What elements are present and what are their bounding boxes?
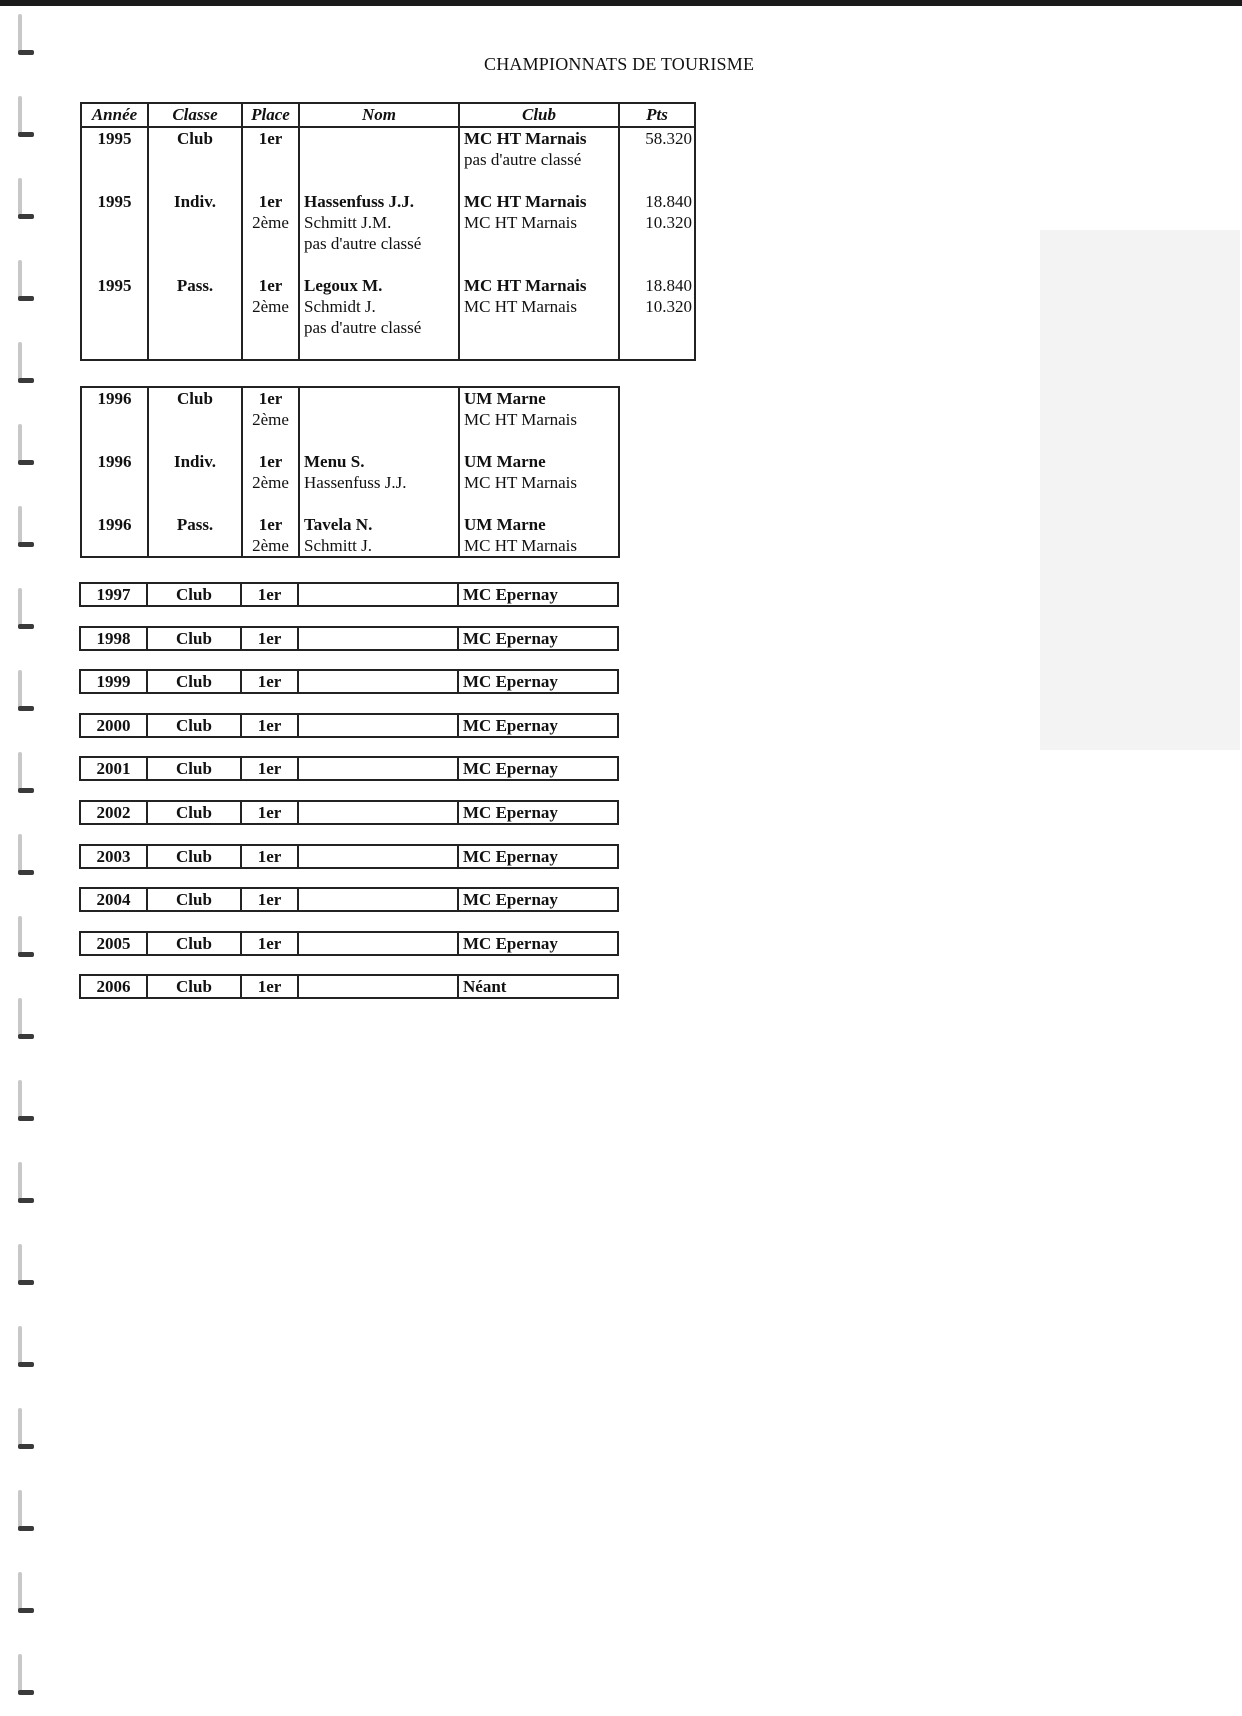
scan-shadow (1040, 230, 1240, 750)
cell-annee: 2000 (80, 714, 147, 737)
cell-place: 2ème (242, 296, 299, 317)
table-2006 (79, 974, 619, 999)
cell-nom: pas d'autre classé (299, 317, 459, 338)
cell-club: MC HT Marnais (459, 212, 619, 233)
cell-place: 1er (242, 514, 299, 535)
table-row (81, 409, 619, 430)
cell-nom (298, 975, 458, 998)
header-row (81, 103, 695, 127)
table-row (81, 451, 619, 472)
table-1998 (79, 626, 619, 651)
binding-ring (16, 752, 36, 796)
table-2000 (79, 713, 619, 738)
binding-ring (16, 14, 36, 58)
table-row (81, 296, 695, 317)
cell-place: 2ème (242, 409, 299, 430)
cell-club: MC Epernay (458, 932, 618, 955)
cell-annee: 1996 (81, 387, 148, 409)
binding-ring (16, 1080, 36, 1124)
header-annee: Année (81, 103, 148, 127)
cell-classe: Pass. (148, 514, 242, 535)
cell-place: 1er (241, 845, 298, 868)
binding-ring (16, 1490, 36, 1534)
table-2005 (79, 931, 619, 956)
cell-annee: 1995 (81, 275, 148, 296)
cell-annee: 1997 (80, 583, 147, 606)
cell-club: MC Epernay (458, 583, 618, 606)
table-row (80, 583, 618, 606)
cell-club: UM Marne (459, 514, 619, 535)
table-row (80, 757, 618, 780)
header-place: Place (242, 103, 299, 127)
table-row (81, 514, 619, 535)
cell-classe: Indiv. (148, 451, 242, 472)
cell-annee: 2003 (80, 845, 147, 868)
cell-nom (298, 757, 458, 780)
table-1995 (80, 102, 696, 361)
cell-club: MC Epernay (458, 670, 618, 693)
cell-nom (299, 127, 459, 149)
header-nom: Nom (299, 103, 459, 127)
binding-ring (16, 1408, 36, 1452)
cell-place: 2ème (242, 472, 299, 493)
cell-club: MC Epernay (458, 801, 618, 824)
binding-ring (16, 588, 36, 632)
cell-annee: 1998 (80, 627, 147, 650)
cell-nom (298, 583, 458, 606)
cell-pts: 18.840 (619, 275, 695, 296)
cell-nom (298, 801, 458, 824)
cell-nom: Legoux M. (299, 275, 459, 296)
cell-nom (298, 714, 458, 737)
cell-classe: Club (147, 757, 241, 780)
table-row (81, 387, 619, 409)
cell-pts: 58.320 (619, 127, 695, 149)
binding-ring (16, 1572, 36, 1616)
table-2001 (79, 756, 619, 781)
cell-nom: Schmidt J. (299, 296, 459, 317)
table-row (81, 212, 695, 233)
cell-club: UM Marne (459, 451, 619, 472)
cell-place: 1er (242, 275, 299, 296)
cell-club: MC HT Marnais (459, 296, 619, 317)
table-row (80, 932, 618, 955)
binding-ring (16, 1326, 36, 1370)
cell-club: MC HT Marnais (459, 127, 619, 149)
binding-ring (16, 998, 36, 1042)
cell-pts: 18.840 (619, 191, 695, 212)
table-row (80, 975, 618, 998)
cell-annee: 2006 (80, 975, 147, 998)
cell-club: pas d'autre classé (459, 149, 619, 170)
cell-annee: 1996 (81, 451, 148, 472)
cell-classe: Club (147, 845, 241, 868)
table-row (80, 670, 618, 693)
cell-nom: Schmitt J. (299, 535, 459, 557)
cell-annee: 2001 (80, 757, 147, 780)
cell-classe: Club (148, 127, 242, 149)
binding-ring (16, 342, 36, 386)
table-row (80, 888, 618, 911)
table-row (80, 714, 618, 737)
cell-classe: Club (147, 583, 241, 606)
table-row (81, 149, 695, 170)
cell-club: MC Epernay (458, 714, 618, 737)
binding-ring (16, 1244, 36, 1288)
cell-place: 1er (241, 627, 298, 650)
page-title: CHAMPIONNATS DE TOURISME (484, 54, 755, 74)
cell-nom (298, 845, 458, 868)
cell-pts: 10.320 (619, 212, 695, 233)
cell-nom: Schmitt J.M. (299, 212, 459, 233)
cell-club: MC Epernay (458, 627, 618, 650)
cell-classe: Club (147, 932, 241, 955)
cell-nom: Hassenfuss J.J. (299, 191, 459, 212)
table-row (80, 845, 618, 868)
cell-classe: Club (147, 975, 241, 998)
cell-classe: Pass. (148, 275, 242, 296)
cell-club: MC HT Marnais (459, 191, 619, 212)
cell-place: 1er (241, 757, 298, 780)
cell-classe: Club (147, 888, 241, 911)
header-pts: Pts (619, 103, 695, 127)
cell-place: 1er (241, 801, 298, 824)
cell-club: MC Epernay (458, 888, 618, 911)
cell-classe: Club (148, 387, 242, 409)
cell-club: MC HT Marnais (459, 409, 619, 430)
cell-nom (298, 888, 458, 911)
binding-ring (16, 916, 36, 960)
header-classe: Classe (148, 103, 242, 127)
binding-ring (16, 424, 36, 468)
binding-ring (16, 260, 36, 304)
table-1999 (79, 669, 619, 694)
cell-place: 1er (241, 975, 298, 998)
table-row (80, 627, 618, 650)
cell-annee: 1995 (81, 191, 148, 212)
binding-ring (16, 1162, 36, 1206)
cell-club: MC HT Marnais (459, 472, 619, 493)
cell-nom: pas d'autre classé (299, 233, 459, 254)
cell-club: MC Epernay (458, 845, 618, 868)
binding-ring (16, 670, 36, 714)
cell-place: 1er (241, 670, 298, 693)
spiral-binding (0, 0, 60, 1716)
table-1996 (80, 386, 620, 558)
cell-club: Néant (458, 975, 618, 998)
cell-place: 1er (241, 932, 298, 955)
table-row (81, 233, 695, 254)
cell-pts: 10.320 (619, 296, 695, 317)
cell-place: 1er (242, 191, 299, 212)
cell-place: 2ème (242, 212, 299, 233)
table-row (81, 317, 695, 338)
table-row (81, 535, 619, 557)
table-2002 (79, 800, 619, 825)
cell-nom (298, 627, 458, 650)
cell-nom (298, 670, 458, 693)
cell-nom (298, 932, 458, 955)
cell-club: MC HT Marnais (459, 275, 619, 296)
cell-nom: Menu S. (299, 451, 459, 472)
binding-ring (16, 834, 36, 878)
table-row (80, 801, 618, 824)
cell-classe: Club (147, 714, 241, 737)
cell-club: UM Marne (459, 387, 619, 409)
table-row (81, 191, 695, 212)
cell-classe: Club (147, 801, 241, 824)
cell-classe: Indiv. (148, 191, 242, 212)
cell-place: 1er (242, 387, 299, 409)
table-2003 (79, 844, 619, 869)
cell-classe: Club (147, 627, 241, 650)
cell-club: MC HT Marnais (459, 535, 619, 557)
cell-place: 1er (241, 888, 298, 911)
cell-nom: Tavela N. (299, 514, 459, 535)
table-1997 (79, 582, 619, 607)
cell-place: 1er (241, 714, 298, 737)
cell-place: 1er (241, 583, 298, 606)
cell-place: 1er (242, 127, 299, 149)
cell-annee: 1996 (81, 514, 148, 535)
cell-place: 2ème (242, 535, 299, 557)
binding-ring (16, 178, 36, 222)
cell-annee: 2004 (80, 888, 147, 911)
header-club: Club (459, 103, 619, 127)
table-row (81, 127, 695, 149)
cell-annee: 2005 (80, 932, 147, 955)
cell-annee: 2002 (80, 801, 147, 824)
table-row (81, 275, 695, 296)
cell-annee: 1995 (81, 127, 148, 149)
cell-annee: 1999 (80, 670, 147, 693)
table-row (81, 472, 619, 493)
binding-ring (16, 1654, 36, 1698)
cell-nom: Hassenfuss J.J. (299, 472, 459, 493)
cell-place: 1er (242, 451, 299, 472)
binding-ring (16, 96, 36, 140)
cell-club: MC Epernay (458, 757, 618, 780)
table-2004 (79, 887, 619, 912)
cell-classe: Club (147, 670, 241, 693)
binding-ring (16, 506, 36, 550)
top-scan-edge (0, 0, 1242, 6)
